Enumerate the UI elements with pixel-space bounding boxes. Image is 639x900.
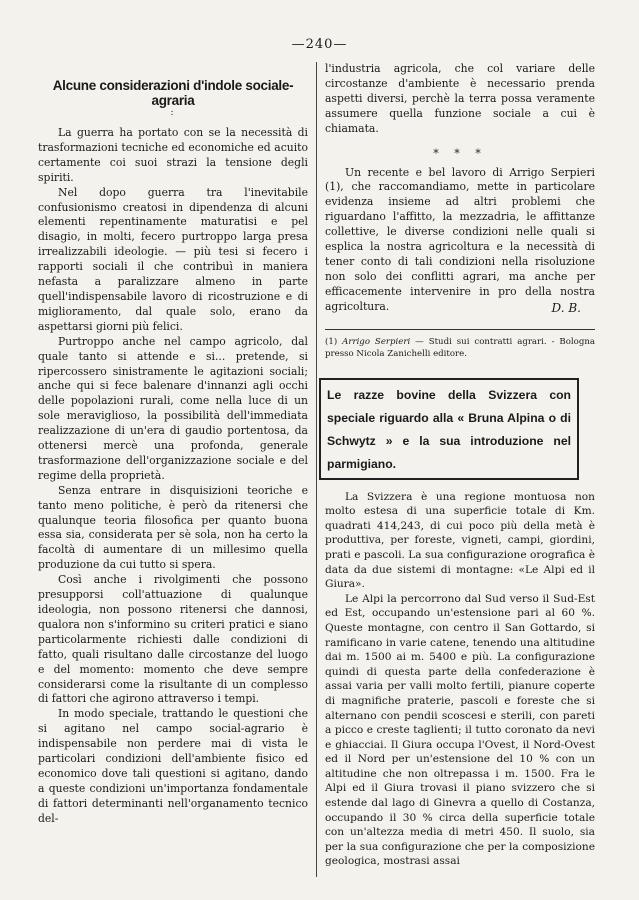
article-title: Alcune considerazioni d'indole sociale-agraria [52, 78, 294, 108]
paragraph: Così anche i rivolgimenti che possono presupporsi coll'attuazione di qualunque ideologia, non possono ritenersi che dannosi, qualora non s'informino su criteri pratici e siano particolarmente richiesti dalle condizioni di fatto, quali risultano dalle circostanze del luogo e del momento: momento che deve sempre considerarsi come la risultante di un complesso di fattori che agirono attraverso i tempi. [38, 573, 308, 706]
footnote [325, 336, 595, 360]
right-column [325, 62, 595, 869]
article2-title: Le razze bovine della Svizzera con speciale riguardo alla « Bruna Alpina o di Schwytz » e la sua introduzione nel parmigiano. [327, 387, 571, 471]
paragraph: Nel dopo guerra tra l'inevitabile confusionismo creatosi in dipendenza di alcuni elementi repentinamente maturatisi e pel disagio, in molti, fecero purtroppo larga presa irrealizzabili ideologie. — più tesi si fecero i rapporti sociali il che contribuì in maniera nefasta a paralizzare almeno in parte quell'indispensabile lavoro di ricostruzione e di miglioramento, dal quale solo, erano da aspettarsi giorni più felici. [38, 185, 308, 333]
column-divider [316, 62, 317, 877]
left-column [38, 62, 308, 827]
footnote-text: — Studi sui contratti agrari. - Bologna presso Nicola Zanichelli editore. [325, 336, 596, 359]
paragraph: Senza entrare in disquisizioni teoriche e tanto meno politiche, è però da ritenersi che qualunque teoria filosofica per quanto buona essa sia, considerata per sè sola, non ha certo la facoltà di aumentare di un millesimo quella produzione da cui tutto si spera. [38, 483, 308, 572]
paragraph: La Svizzera è una regione montuosa non molto estesa di una superficie totale di Km. quadrati 414,243, di cui poco più della metà è produttiva, per foreste, vigneti, campi, giordini, prati e pascoli. La sua configurazione orografica è data da due sistemi di montagne: «Le Alpi ed il Giura». [325, 490, 595, 591]
paragraph: In modo speciale, trattando le questioni che si agitano nel campo social-agrario è indispensabile non perdere mai di vista le particolari condizioni dell'ambiente fisico ed economico dove tali questioni si agitano, dando a queste condizioni un'importanza fondamentale di fattori determinanti nell'organamento tecnico del- [38, 707, 308, 825]
paragraph: La guerra ha portato con se la necessità di trasformazioni tecniche ed economiche ed acuito certamente coi suoi strazi la tensione degli spiriti. [38, 126, 308, 184]
title-ornament: : [170, 108, 176, 118]
section-separator: * * * [433, 146, 487, 160]
paragraph: Purtroppo anche nel campo agricolo, dal quale tanto si attende e si... pretende, si ripercossero sinistramente le agitazioni sociali; anche qui si fece balenare d'innanzi agli occhi delle popolazioni rurali, come nella luce di un sole meraviglioso, la possibilità dell'immediata realizzazione di un'era di gaudio portentosa, da ottenersi mercè una profonda, generale trasformazione dell'organizzazione sociale e del regime della proprietà. [38, 334, 308, 482]
footnote-number: (1) [325, 336, 338, 347]
footnote-rule [325, 329, 595, 330]
page-number: —240— [291, 37, 348, 52]
article2-body [325, 490, 595, 869]
paragraph: Un recente e bel lavoro di Arrigo Serpieri (1), che raccomandiamo, mette in particolare evidenza insieme ad altri problemi che riguardano l'affitto, la mezzadria, le affittanze collettive, le diverse condizioni nelle quali si esplica la nostra agricoltura e la necessità di tener conto di tali condizioni nella risoluzione non solo dei conflitti agrari, ma anche per efficacemente intervenire in pro della nostra agricoltura. [325, 165, 595, 313]
footnote-author: Arrigo Serpieri [342, 336, 411, 347]
paragraph: Le Alpi la percorrono dal Sud verso il Sud-Est ed Est, occupando un'estensione pari al 60 %. Queste montagne, con centro il San Gottardo, si ramificano in varie catene, tenendo una altitudine dai m. 1500 ai m. 5400 e più. La configurazione quindi di questa parte della confederazione è assai varia per valli molto fertili, pianure coperte di magnifiche praterie, pascoli e foreste che si alternano con pendii scoscesi e sterili, con pareti a picco e creste taglienti; il tutto coronato da nevi e ghiacciai. Il Giura occupa l'Ovest, il Nord-Ovest ed il Nord per un'estensione del 10 % con un altitudine che non oltrepassa i m. 1500. Fra le Alpi ed il Giura trovasi il piano svizzero che si estende dal lago di Ginevra a quello di Costanza, occupando il 30 % circa della superficie totale con un'altezza media di metri 450. Il suolo, sia per la sua configurazione che per la composizione geologica, mostrasi assai [325, 592, 595, 868]
paragraph-continuation: l'industria agricola, che col variare delle circostanze d'ambiente è necessario prenda aspetti diversi, perchè la terra possa veramente assumere quella funzione sociale a cui è chiamata. [325, 62, 595, 135]
article2-title-box [319, 378, 579, 480]
author-signature: D. B. [551, 300, 581, 315]
